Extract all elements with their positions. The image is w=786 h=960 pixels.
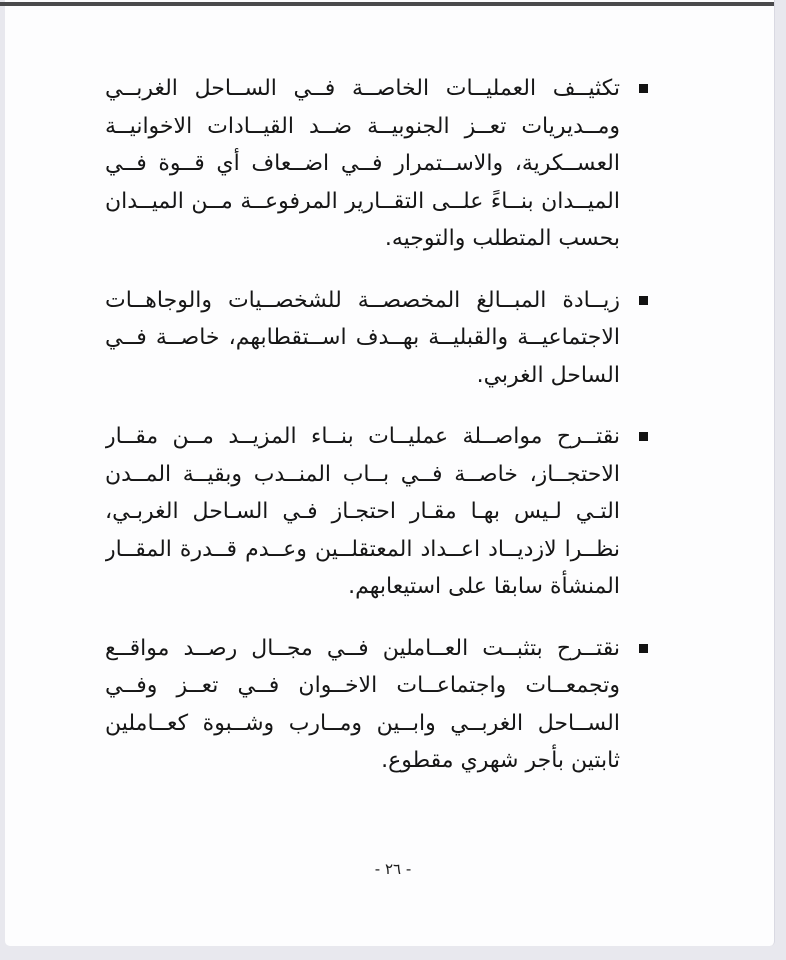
text-line: نظــرا لازديــاد اعــداد المعتقلــين وعــدم قــدرة المقــار [105,536,620,562]
list-item [105,630,620,780]
square-bullet-icon [639,644,648,653]
text-line: ومــديريات تعــز الجنوبيــة ضــد القيــادات الاخوانيــة [105,113,620,139]
text-line: وتجمعــات واجتماعــات الاخــوان فــي تعــز وفــي [105,673,620,698]
text-line: الاحتجــاز، خاصــة فــي بــاب المنــدب وبقيــة المــدن [105,461,620,487]
text-line: العســكرية، والاســتمرار فــي اضــعاف أي قــوة فــي [105,151,620,176]
page-top-edge [0,2,774,6]
text-line: التـي لـيس بهـا مقـار احتجـاز فـي السـاحل الغربـي، [105,499,620,524]
bullet-list [105,70,620,804]
page-number: - ٢٦ - [374,860,412,878]
text-line: المنشأة سابقا على استيعابهم. [348,574,620,599]
square-bullet-icon [639,84,648,93]
list-item [105,418,620,606]
text-line: بحسب المتطلب والتوجيه. [384,226,620,251]
text-line: نقتــرح بتثبــت العــاملين فــي مجــال رصــد مواقــع [105,635,620,661]
list-item [105,282,620,395]
text-line: الميــدان بنــاءً علــى التقــارير المرفوعــة مــن الميــدان [105,188,620,214]
square-bullet-icon [639,296,648,305]
text-line: ثابتين بأجر شهري مقطوع. [381,748,620,773]
list-item [105,70,620,258]
text-line: الساحل الغربي. [476,362,620,388]
text-line: زيــادة المبــالغ المخصصــة للشخصــيات والوجاهــات [105,287,620,313]
text-line: الســاحل الغربــي وابــين ومــارب وشــبوة كعــاملين [105,710,620,736]
text-line: الاجتماعيــة والقبليــة بهــدف اســتقطابهم، خاصــة فــي [105,325,620,350]
text-line: نقتــرح مواصــلة عمليــات بنــاء المزيــد مــن مقــار [105,424,620,449]
square-bullet-icon [639,432,648,441]
text-line: تكثيــف العمليــات الخاصــة فــي الســاحل الغربــي [105,76,620,101]
